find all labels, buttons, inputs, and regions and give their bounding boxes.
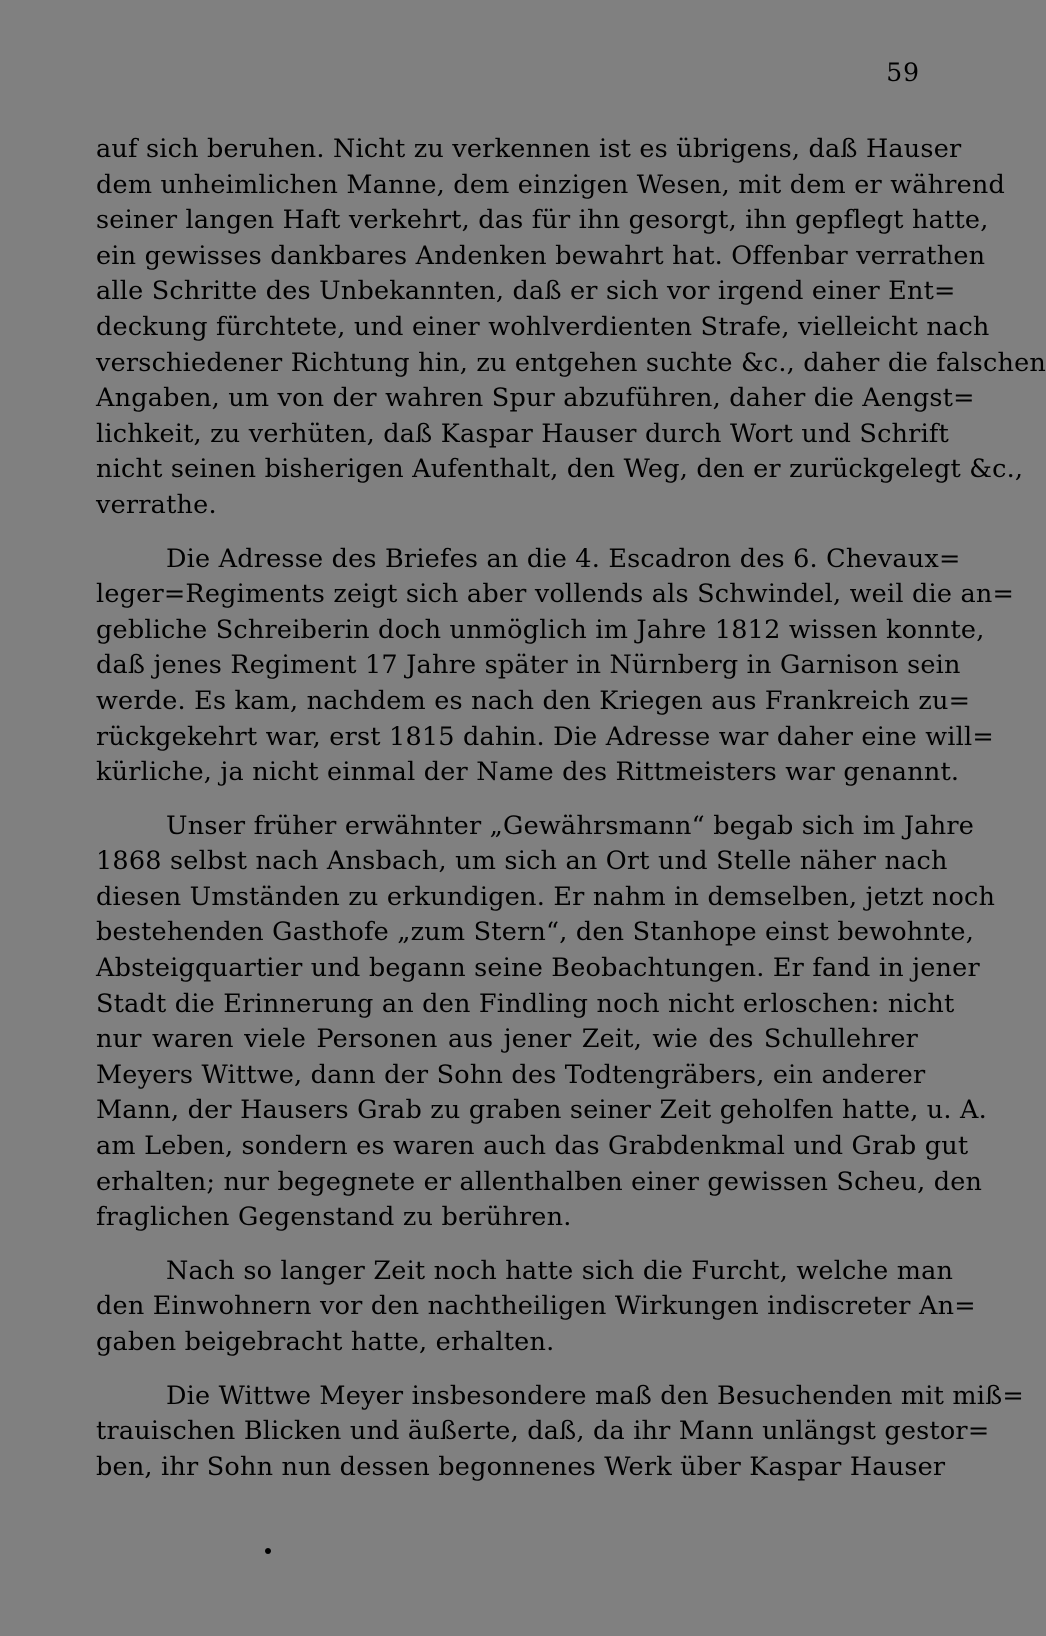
body-text [96,132,1046,1503]
text-line: gaben beigebracht hatte, erhalten. [96,1327,555,1357]
paragraph-3 [96,809,996,1236]
text-line: trauischen Blicken und äußerte, daß, da ihr Mann unlängst gestor= [96,1416,990,1447]
text-line: Die Adresse des Briefes an die 4. Escadron des 6. Chevaux= [166,543,961,574]
text-line: Meyers Wittwe, dann der Sohn des Todtengräbers, ein anderer [96,1059,926,1090]
text-line: werde. Es kam, nachdem es nach den Kriegen aus Frankreich zu= [96,685,971,716]
text-line: nur waren viele Personen aus jener Zeit, wie des Schullehrer [96,1024,918,1055]
text-line: Stadt die Erinnerung an den Findling noch nicht erloschen: nicht [96,988,955,1019]
text-line: Unser früher erwähnter „Gewährsmann“ begab sich im Jahre [166,810,975,841]
text-line: diesen Umständen zu erkundigen. Er nahm in demselben, jetzt noch [96,881,996,912]
text-line: 1868 selbst nach Ansbach, um sich an Ort und Stelle näher nach [96,846,948,877]
text-line: daß jenes Regiment 17 Jahre später in Nürnberg in Garnison sein [96,650,961,681]
text-line: seiner langen Haft verkehrt, das für ihn gesorgt, ihn gepflegt hatte, [96,205,989,236]
text-line: verrathe. [96,489,217,520]
text-line: Die Wittwe Meyer insbesondere maß den Besuchenden mit miß= [166,1380,1024,1411]
text-line: dem unheimlichen Manne, dem einzigen Wesen, mit dem er während [96,169,1006,200]
text-line: erhalten; nur begegnete er allenthalben einer gewissen Scheu, den [96,1166,983,1197]
text-line: lichkeit, zu verhüten, daß Kaspar Hauser durch Wort und Schrift [96,418,950,449]
text-line: rückgekehrt war, erst 1815 dahin. Die Adresse war daher eine will= [96,721,994,752]
paragraph-4 [96,1254,976,1361]
text-line: Angaben, um von der wahren Spur abzuführen, daher die Aengst= [96,383,975,414]
text-line: deckung fürchtete, und einer wohlverdienten Strafe, vielleicht nach [96,311,990,342]
text-line: bestehenden Gasthofe „zum Stern“, den Stanhope einst bewohnte, [96,917,975,948]
text-line: ein gewisses dankbares Andenken bewahrt hat. Offenbar verrathen [96,240,986,271]
text-line: alle Schritte des Unbekannten, daß er sich vor irgend einer Ent= [96,276,956,307]
text-line: Nach so langer Zeit noch hatte sich die Furcht, welche man [166,1255,954,1286]
paragraph-2 [96,542,1015,791]
page-number: 59 [886,58,920,87]
paragraph-1 [96,132,1046,524]
text-line: verschiedener Richtung hin, zu entgehen suchte &c., daher die falschen [96,347,1046,378]
text-line: leger=Regiments zeigt sich aber vollends als Schwindel, weil die an= [96,579,1015,610]
text-line: Mann, der Hausers Grab zu graben seiner Zeit geholfen hatte, u. A. [96,1095,987,1126]
text-line: auf sich beruhen. Nicht zu verkennen ist es übrigens, daß Hauser [96,134,962,164]
text-line: ben, ihr Sohn nun dessen begonnenes Werk über Kaspar Hauser [96,1451,946,1482]
text-line: Absteigquartier und begann seine Beobachtungen. Er fand in jener [96,953,980,984]
paragraph-5 [96,1379,1024,1486]
text-line: kürliche, ja nicht einmal der Name des Rittmeisters war genannt. [96,757,960,788]
text-line: nicht seinen bisherigen Aufenthalt, den Weg, den er zurückgelegt &c., [96,454,1024,485]
text-line: gebliche Schreiberin doch unmöglich im Jahre 1812 wissen konnte, [96,614,985,645]
text-line: am Leben, sondern es waren auch das Grabdenkmal und Grab gut [96,1131,969,1162]
text-line: den Einwohnern vor den nachtheiligen Wirkungen indiscreter An= [96,1291,976,1322]
text-line: fraglichen Gegenstand zu berühren. [96,1202,572,1233]
ink-speck [265,1548,271,1554]
